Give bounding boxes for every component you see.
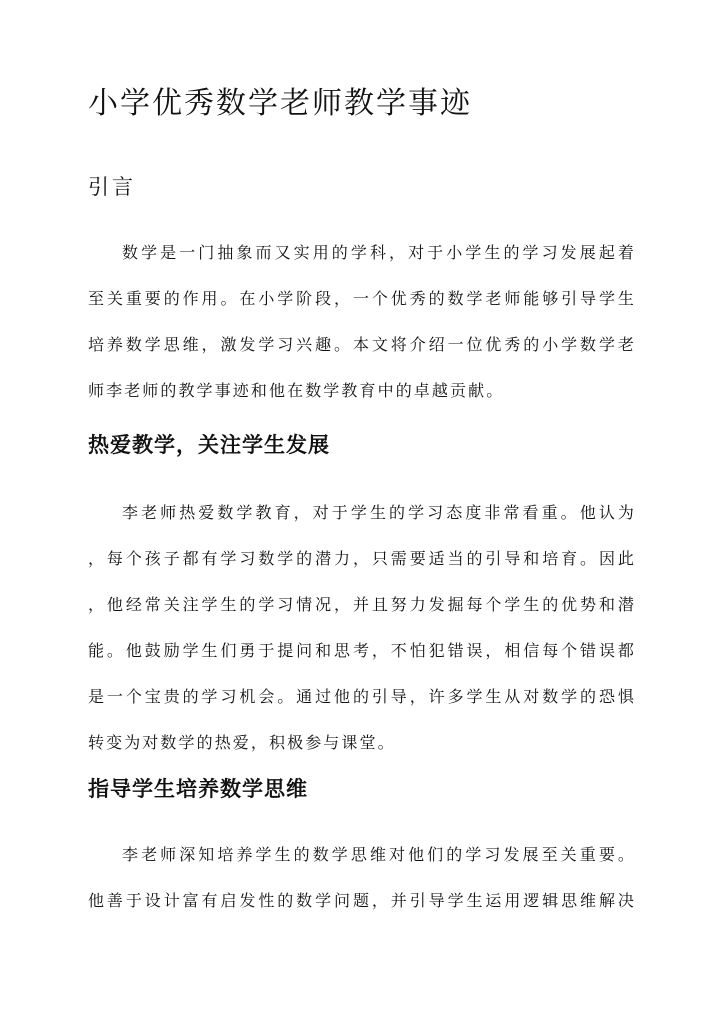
document-title: 小学优秀数学老师教学事迹: [88, 86, 472, 121]
paragraph-line: 是一个宝贵的学习机会。通过他的引导，许多学生从对数学的恐惧: [88, 687, 636, 706]
paragraph-line: ，每个孩子都有学习数学的潜力，只需要适当的引导和培育。因此: [88, 549, 636, 568]
section-heading-thinking: 指导学生培养数学思维: [88, 776, 308, 801]
paragraph-line: 李老师深知培养学生的数学思维对他们的学习发展至关重要。: [122, 845, 636, 864]
section-paragraph-intro: [88, 230, 636, 414]
paragraph-line: 李老师热爱数学教育，对于学生的学习态度非常看重。他认为: [122, 503, 636, 522]
paragraph-line: 师李老师的教学事迹和他在数学教育中的卓越贡献。: [88, 381, 505, 400]
paragraph-line: 转变为对数学的热爱，积极参与课堂。: [88, 733, 396, 752]
paragraph-line: 他善于设计富有启发性的数学问题，并引导学生运用逻辑思维解决: [88, 891, 636, 910]
paragraph-line: 培养数学思维，激发学习兴趣。本文将介绍一位优秀的小学数学老: [88, 335, 636, 354]
paragraph-line: 数学是一门抽象而又实用的学科，对于小学生的学习发展起着: [122, 243, 636, 262]
paragraph-line: ，他经常关注学生的学习情况，并且努力发掘每个学生的优势和潜: [88, 595, 636, 614]
section-heading-intro: 引言: [88, 175, 136, 199]
paragraph-line: 能。他鼓励学生们勇于提问和思考，不怕犯错误，相信每个错误都: [88, 641, 636, 660]
section-paragraph-passion: [88, 490, 636, 766]
section-paragraph-thinking: [88, 832, 636, 924]
section-heading-passion: 热爱教学，关注学生发展: [88, 432, 330, 457]
paragraph-line: 至关重要的作用。在小学阶段，一个优秀的数学老师能够引导学生: [88, 289, 636, 308]
